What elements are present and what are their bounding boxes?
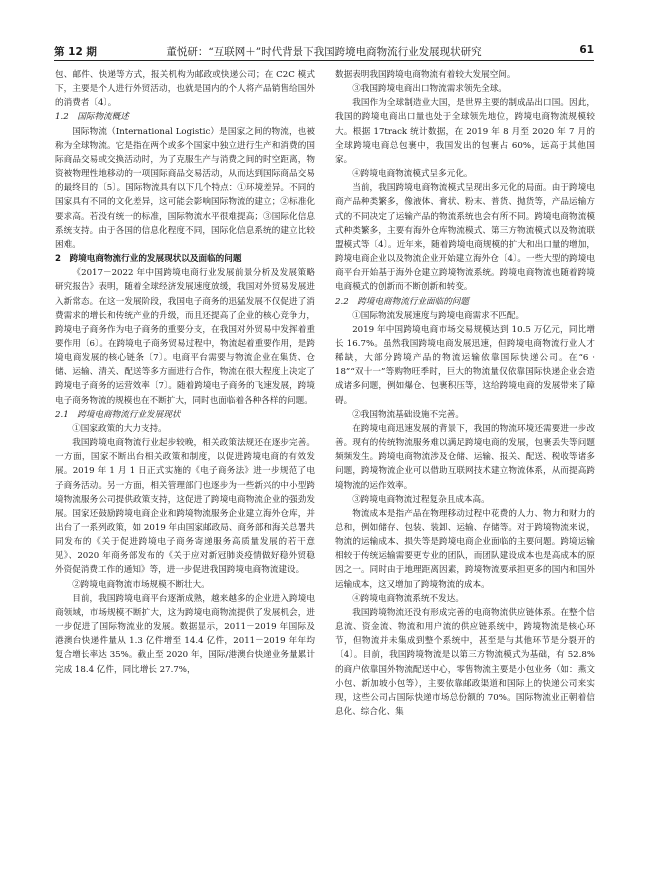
body-paragraph: 物流成本是指产品在物理移动过程中花费的人力、物力和财力的总和，例如储存、包装、装卸、运输、存储等。对于跨境物流来说，物流的运输成本、损失等是跨境电商企业面临的主要问题。跨境运输相较于传统运输需要更专业的团队，而团队建设成本也是高成本的原因之一。同时由于地理距离因素，跨境物流要承担更多的国内和国外运输成本，这又增加了跨境物流的成本。 [335, 508, 595, 590]
body-paragraph: 数据表明我国跨境电商物流有着较大发展空间。 [335, 70, 516, 80]
body-paragraph: 我国跨境电商物流行业起步较晚，相关政策法规还在逐步完善。一方面，国家不断出台相关政策和制度，以促进跨境电商的有效发展。2019 年 1 月 1 日正式实施的《电子商务法》进一步规范了电子商务活动。另一方面，相关管理部门也逐步为一些新兴的中小型跨境物流服务公司提供政策支持，这促进了跨境电商物流企业的强劲发展。国家还鼓励跨境电商企业和跨境物流服务企业建立海外仓库，并出台了一系列政策，如 2019 年由国家邮政局、商务部和海关总署共同发布的《关于促进跨境电子商务寄递服务高质量发展的若干意见》、2020 年商务部发布的《关于应对新冠肺炎疫情做好稳外贸稳外资促消费工作的通知》等，进一步促进我国跨境电商物流建设。 [55, 438, 315, 576]
body-paragraph: ①国际物流发展速度与跨境电商需求不匹配。 [352, 310, 525, 321]
body-paragraph: 包、邮件、快递等方式，报关机构为邮政或快递公司；在 C2C 模式下，主要是个人进行外贸活动，也就是国内的个人将产品销售给国外的消费者〔4〕。 [55, 70, 315, 109]
body-paragraph: ①国家政策的大力支持。 [72, 423, 167, 434]
body-paragraph: ②我国物流基础设施不完善。 [352, 409, 464, 420]
body-paragraph: 2019 年中国跨境电商市场交易规模达到 10.5 万亿元，同比增长 16.7%。虽然我国跨境电商发展迅速，但跨境电商物流行业人才稀缺，大部分跨境产品的物流运输依靠国际快递公司。在“6 · 18”“双十一”等购物旺季时，巨大的物流量仅依靠国际快递企业会造成诸多问题，例如爆仓、包裹积压等，这给跨境电商的发展带来了障碍。 [335, 324, 595, 406]
issue-number: 第 12 期 [54, 46, 97, 58]
subsection-heading: 2.2 跨境电商物流行业面临的问题 [335, 296, 469, 307]
body-paragraph: 当前，我国跨境电商物流模式呈现出多元化的局面。由于跨境电商产品种类繁多，像液体、膏状、粉末、普货、抛货等，产品运输方式的不同决定了运输产品的物流系统也会有所不同。跨境电商物流模式种类繁多，主要有海外仓库物流模式、第三方物流模式以及物流联盟模式等〔4〕。近年来，随着跨境电商规模的扩大和出口量的增加，跨境电商企业以及物流企业开始建立海外仓〔4〕。一些大型的跨境电商平台开始基于海外仓建立跨境物流系统。跨境电商物流也随着跨境电商模式的创新而不断创新和转变。 [335, 183, 595, 293]
body-paragraph: ③跨境电商物流过程复杂且成本高。 [352, 494, 490, 505]
subsection-heading: 2.1 跨境电商物流行业发展现状 [55, 409, 181, 420]
body-paragraph: 我国作为全球制造业大国，是世界主要的制成品出口国。因此，我国的跨境电商出口量也处于全球领先地位，跨境电商物流规模较大。根据 17track 统计数据，在 2019 年 8 月至 2020 年 7 月的全球跨境电商总包裹中，我国发出的包裹占 60%，远高于其他国家。 [335, 98, 595, 165]
section-heading: 2 跨境电商物流行业的发展现状以及面临的问题 [55, 254, 242, 265]
body-paragraph: 在跨境电商迅速发展的背景下，我国的物流环境还需要进一步改善。现有的传统物流服务难以满足跨境电商的发展，包裹丢失等问题频频发生。跨境电商物流涉及仓储、运输、报关、配送、税收等诸多问题，跨境物流企业可以借助互联网技术建立物流体系，从而提高跨境物流的运作效率。 [335, 423, 595, 491]
body-paragraph: 国际物流（International Logistic）是国家之间的物流，也被称为全球物流。它是指在两个或多个国家中独立进行生产和消费的国际商品交易或交换活动时，为了克服生产与消费之间的时空距离，物资被物理性地移动的一项国际商品交易活动，从而达到国际商品交易的最终目的〔5〕。国际物流具有以下几个特点：①环境差异。不同的国家具有不同的文化差异，这可能会影响国际物流的建立；②标准化要求高。若没有统一的标准，国际物流水平很难提高；③国际化信息系统支持。由于各国的信息化程度不同，国际化信息系统的建立比较困难。 [55, 126, 315, 250]
subsection-heading: 1.2 国际物流概述 [55, 112, 129, 123]
body-paragraph: 《2017－2022 年中国跨境电商行业发展前景分析及发展策略研究报告》表明，随着全球经济发展速度放缓，我国对外贸易发展进入新常态。在这一发展阶段，我国电子商务的迅猛发展不仅促进了消费需求的增长和传统产业的升级，而且还提高了企业的核心竞争力，跨境电子商务作为电子商务的重要分支，在我国对外贸易中发挥着重要作用〔6〕。在跨境电子商务贸易过程中，物流起着重要作用，是跨境电商发展的核心链条〔7〕。电商平台需要与物流企业在集货、仓储、运输、清关、配送等多方面进行合作，物流在很大程度上决定了跨境电子商务的运营效率〔7〕。随着跨境电子商务的飞速发展，跨境电子商务物流的规模也在不断扩大，同时也面临着各种各样的问题。 [55, 268, 315, 406]
body-paragraph: ④跨境电商物流系统不发达。 [352, 593, 464, 604]
right-column [335, 68, 595, 719]
page-number: 61 [579, 44, 594, 56]
body-paragraph: ③我国跨境电商出口物流需求领先全球。 [352, 84, 507, 95]
body-paragraph: ④跨境电商物流模式呈多元化。 [352, 169, 473, 180]
body-paragraph: 目前，我国跨境电商平台逐渐成熟，越来越多的企业进入跨境电商领域，市场规模不断扩大，这为跨境电商物流提供了发展机会，进一步促进了国际物流业的发展。数据显示，2011－2019 年国际及港澳台快递件量从 1.3 亿件增至 14.4 亿件，2011－2019 年年均复合增长率达 35%。截止至 2020 年，国际/港澳台快递业务量累计完成 18.4 亿件，同比增长 27.7%， [55, 593, 315, 675]
body-paragraph: 我国跨境物流还没有形成完善的电商物流供应链体系。在整个信息流、资金流、物流和用户流的供应链系统中，跨境物流是核心环节，但物流并未集成到整个系统中，甚至是与其他环节是分裂开的〔4〕。目前，我国跨境物流是以第三方物流模式为基础，有 52.8% 的商户依靠国外物流配送中心，零售物流主要是小包业务（如：燕文小包、新加坡小包等），主要依靠邮政渠道和国际上的快递公司来实现，这些公司占国际快递市场总份额的 70%。国际物流业正朝着信息化、综合化、集 [335, 607, 595, 718]
running-title: 董悦研：“互联网＋”时代背景下我国跨境电商物流行业发展现状研究 [166, 46, 482, 58]
left-column [55, 68, 315, 677]
body-paragraph: ②跨境电商物流市场规模不断壮大。 [72, 579, 210, 590]
page-header [54, 42, 594, 61]
